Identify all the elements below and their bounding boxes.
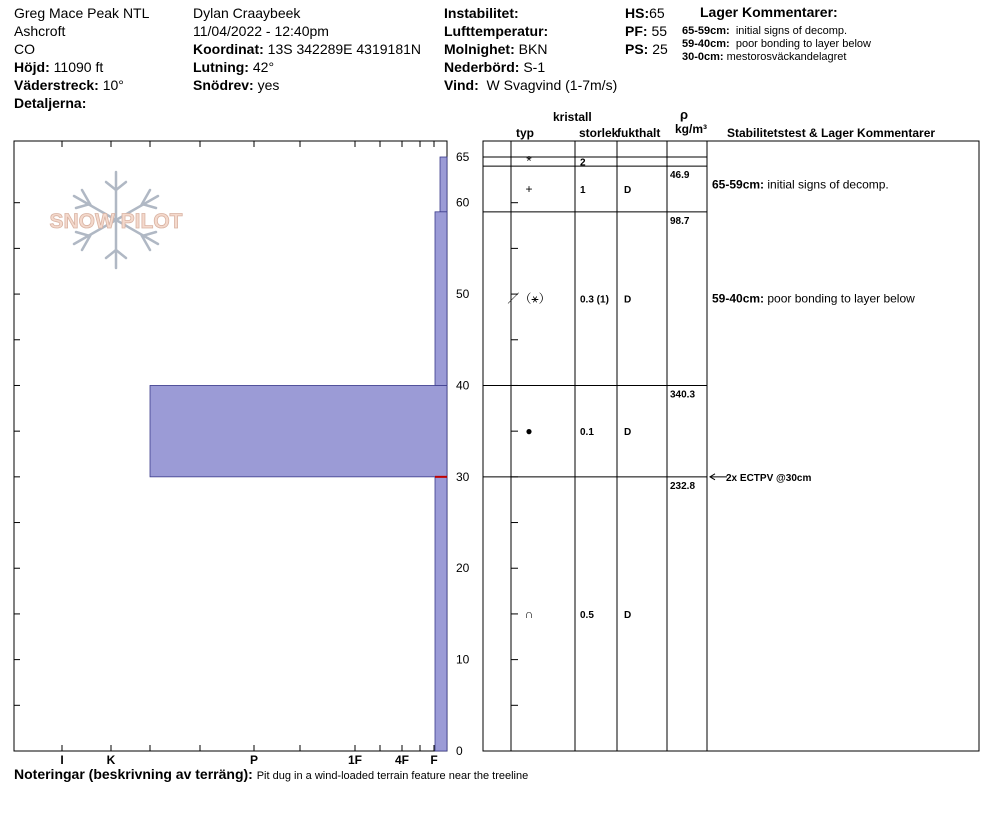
hardness-bar [435, 212, 447, 386]
moisture: D [624, 294, 632, 306]
grain-size: 0.1 [580, 427, 594, 439]
header-storlek: storlek [579, 126, 619, 140]
moisture: D [624, 609, 632, 621]
hardness-tick-label: 1F [347, 753, 363, 767]
cloud-label: Molnighet: [444, 41, 515, 57]
grain-type: ● [525, 424, 533, 439]
table-frame [483, 141, 979, 751]
header-typ: typ [516, 126, 534, 140]
layer-comment-text: poor bonding to layer below [735, 38, 871, 50]
layer-comment-range: 30-0cm: [682, 51, 724, 63]
grain-size: 2 [580, 157, 586, 169]
elevation-value: 11090 ft [53, 59, 104, 75]
coordinate-label: Koordinat: [193, 41, 264, 57]
depth-tick-label: 0 [456, 744, 463, 758]
state: CO [14, 41, 35, 57]
notes-text: Pit dug in a wind-loaded terrain feature near the treeline [256, 770, 529, 782]
header-rho: ρ [680, 107, 689, 122]
pf-value: 55 [651, 23, 668, 39]
layer-comment [712, 292, 915, 306]
hardness-tick-label: K [106, 753, 116, 767]
depth-tick-label: 65 [456, 150, 470, 164]
grain-type: + [525, 181, 533, 196]
depth-tick-label: 20 [456, 561, 470, 576]
density: 46.9 [670, 170, 690, 182]
cloud-value: BKN [518, 41, 548, 57]
notes-label: Noteringar (beskrivning av terräng): [14, 766, 253, 782]
hardness-tick-label: P [249, 753, 259, 767]
stability-test: 2x ECTPV @30cm [726, 472, 812, 484]
slope-label: Lutning: [193, 59, 249, 75]
location-name: Greg Mace Peak NTL [14, 5, 150, 21]
header-kristall: kristall [553, 110, 592, 124]
depth-tick-label: 40 [456, 378, 470, 393]
header-stability: Stabilitetstest & Lager Kommentarer [727, 126, 936, 140]
layer-comment-range: 59-40cm: [712, 291, 768, 306]
elevation-label: Höjd: [14, 59, 50, 75]
notes [14, 766, 528, 782]
hs-label: HS: [625, 5, 650, 21]
depth-tick-label: 50 [456, 287, 470, 302]
layer-comment [712, 177, 889, 191]
depth-tick-label: 10 [456, 652, 470, 667]
grain-type: ∩ [524, 606, 534, 621]
layer-comment-text: poor bonding to layer below [767, 291, 915, 306]
layer-table [483, 141, 979, 751]
precip-value: S-1 [523, 59, 546, 75]
pf-label: PF: [625, 23, 648, 39]
ps-label: PS: [625, 41, 649, 57]
layer-comments-title: Lager Kommentarer: [700, 4, 838, 20]
density: 98.7 [670, 215, 690, 227]
layer-comment-range: 59-40cm: [682, 38, 730, 50]
observer: Dylan Craaybeek [193, 5, 301, 21]
layer-comment-text: initial signs of decomp. [735, 25, 848, 37]
datetime: 11/04/2022 - 12:40pm [193, 23, 329, 39]
moisture: D [624, 184, 632, 196]
header-density-unit: kg/m³ [675, 122, 708, 136]
grain-size: 0.3 (1) [580, 294, 609, 306]
hardness-tick-label: 4F [394, 753, 410, 767]
layer-comment-text: initial signs of decomp. [767, 177, 889, 192]
hardness-tick-label: I [60, 753, 64, 767]
drift-label: Snödrev: [193, 77, 254, 93]
airtemp-label: Lufttemperatur: [444, 23, 549, 39]
aspect-label: Väderstreck: [14, 77, 99, 93]
grain-type: ／（⚹） [507, 291, 551, 306]
details-label: Detaljerna: [14, 95, 87, 111]
location-area: Ashcroft [14, 23, 66, 39]
hardness-tick-label: F [430, 753, 438, 767]
slope-value: 42° [252, 59, 275, 75]
instability-label: Instabilitet: [444, 5, 519, 21]
ps-value: 25 [652, 41, 668, 57]
wind-value: W Svagvind (1-7m/s) [486, 77, 618, 93]
density: 232.8 [670, 480, 696, 492]
layer-comment-range: 65-59cm: [712, 177, 768, 192]
depth-tick-label: 30 [456, 469, 470, 484]
moisture: D [624, 427, 632, 439]
logo-text: SNOW PILOT [49, 210, 183, 233]
precip-label: Nederbörd: [444, 59, 520, 75]
grain-size: 0.5 [580, 609, 594, 621]
grain-size: 1 [580, 184, 586, 196]
wind-label: Vind: [444, 77, 479, 93]
header-fukthalt: fukthalt [617, 126, 661, 140]
hardness-bar [435, 477, 447, 751]
coordinate-value: 13S 342289E 4319181N [267, 41, 422, 57]
layer-comment-range: 65-59cm: [682, 25, 730, 37]
drift-value: yes [257, 77, 280, 93]
hs-value: 65 [649, 5, 665, 21]
depth-tick-label: 60 [456, 195, 470, 210]
layer-comment-text: mestorosväckandelagret [726, 51, 847, 63]
hardness-plot [14, 141, 470, 767]
aspect-value: 10° [102, 77, 124, 93]
hardness-bar [440, 157, 447, 212]
grain-type: * [526, 152, 532, 169]
density: 340.3 [670, 389, 696, 401]
hardness-bar [150, 385, 447, 476]
